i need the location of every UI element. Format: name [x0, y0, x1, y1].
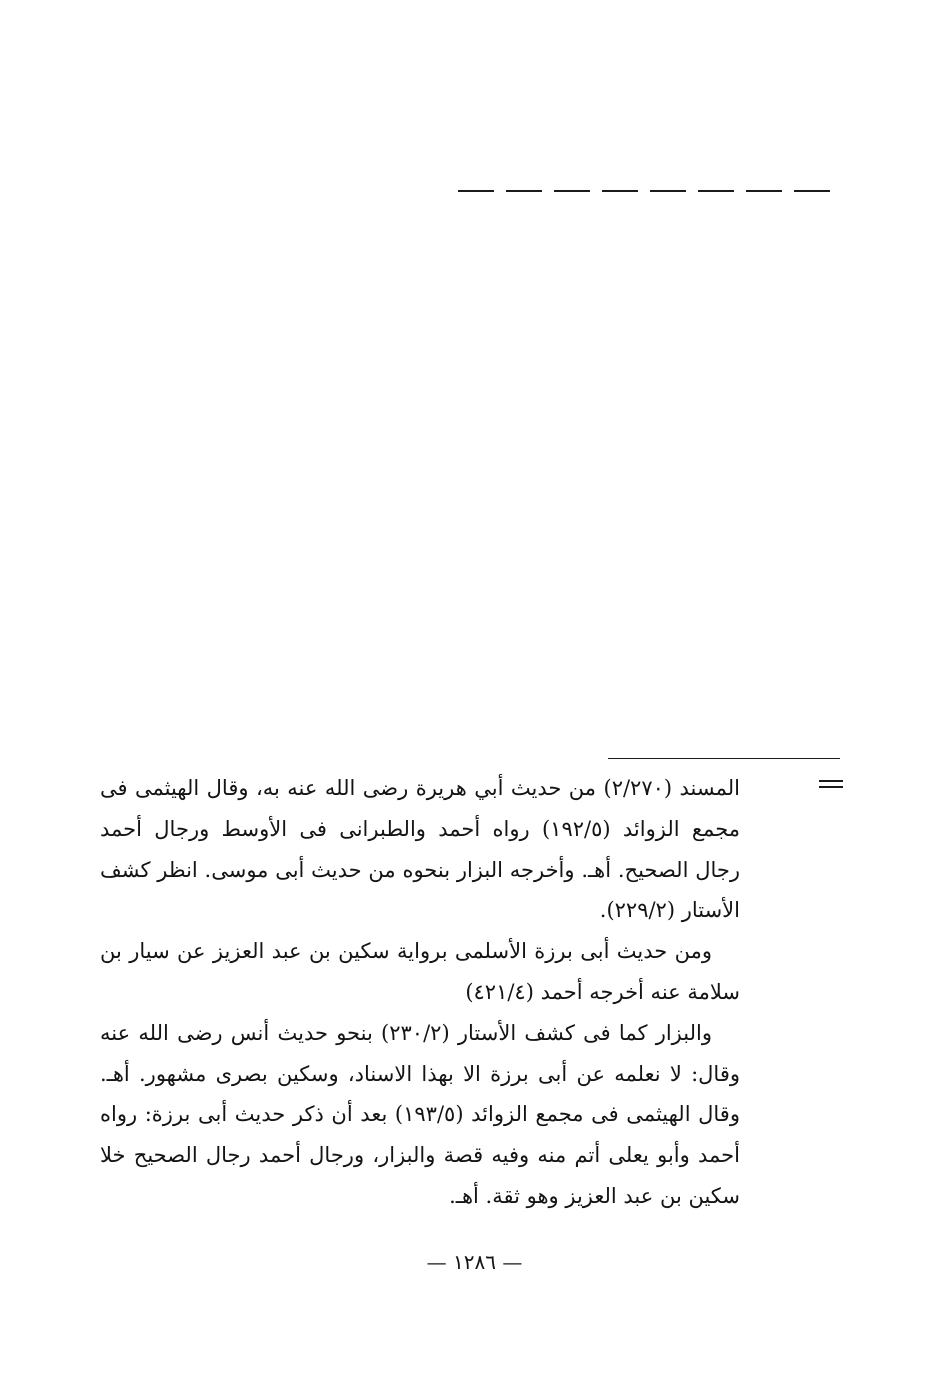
footnote-paragraph: المسند (٢/٢٧٠) من حديث أبي هريرة رضى الله عنه به، وقال الهيثمى فى مجمع الزوائد (١٩٢/٥) رواه أحمد والطبرانى فى الأوسط ورجال أحمد رجال الصحيح. أهـ. وأخرجه البزار بنحوه من حديث أبى موسى. انظر كشف الأستار (٢٢٩/٢). — [100, 776, 741, 923]
dash — [650, 190, 686, 192]
dash — [794, 190, 830, 192]
footnote-continuation-mark — [819, 780, 843, 790]
page-number: — ١٢٨٦ — — [426, 1250, 523, 1274]
footnote-rule — [608, 758, 840, 759]
dash — [506, 190, 542, 192]
dash — [602, 190, 638, 192]
separator-dashes — [458, 190, 830, 196]
footnote-paragraph: والبزار كما فى كشف الأستار (٢٣٠/٢) بنحو حديث أنس رضى الله عنه وقال: لا نعلمه عن أبى برزة الا بهذا الاسناد، وسكين بصرى مشهور. أهـ. وقال الهيثمى فى مجمع الزوائد (١٩٣/٥) بعد أن ذكر حديث أبى برزة: رواه أحمد وأبو يعلى أتم منه وفيه قصة والبزار، ورجال أحمد رجال الصحيح خلا سكين بن عبد العزيز وهو ثقة. أهـ. — [100, 1020, 740, 1208]
dash — [746, 190, 782, 192]
footnotes — [100, 768, 740, 1217]
dash — [698, 190, 734, 192]
footnote-paragraph: ومن حديث أبى برزة الأسلمى برواية سكين بن عبد العزيز عن سيار بن سلامة عنه أخرجه أحمد (٤٢١/٤) — [100, 939, 740, 1004]
dash — [458, 190, 494, 192]
dash — [554, 190, 590, 192]
